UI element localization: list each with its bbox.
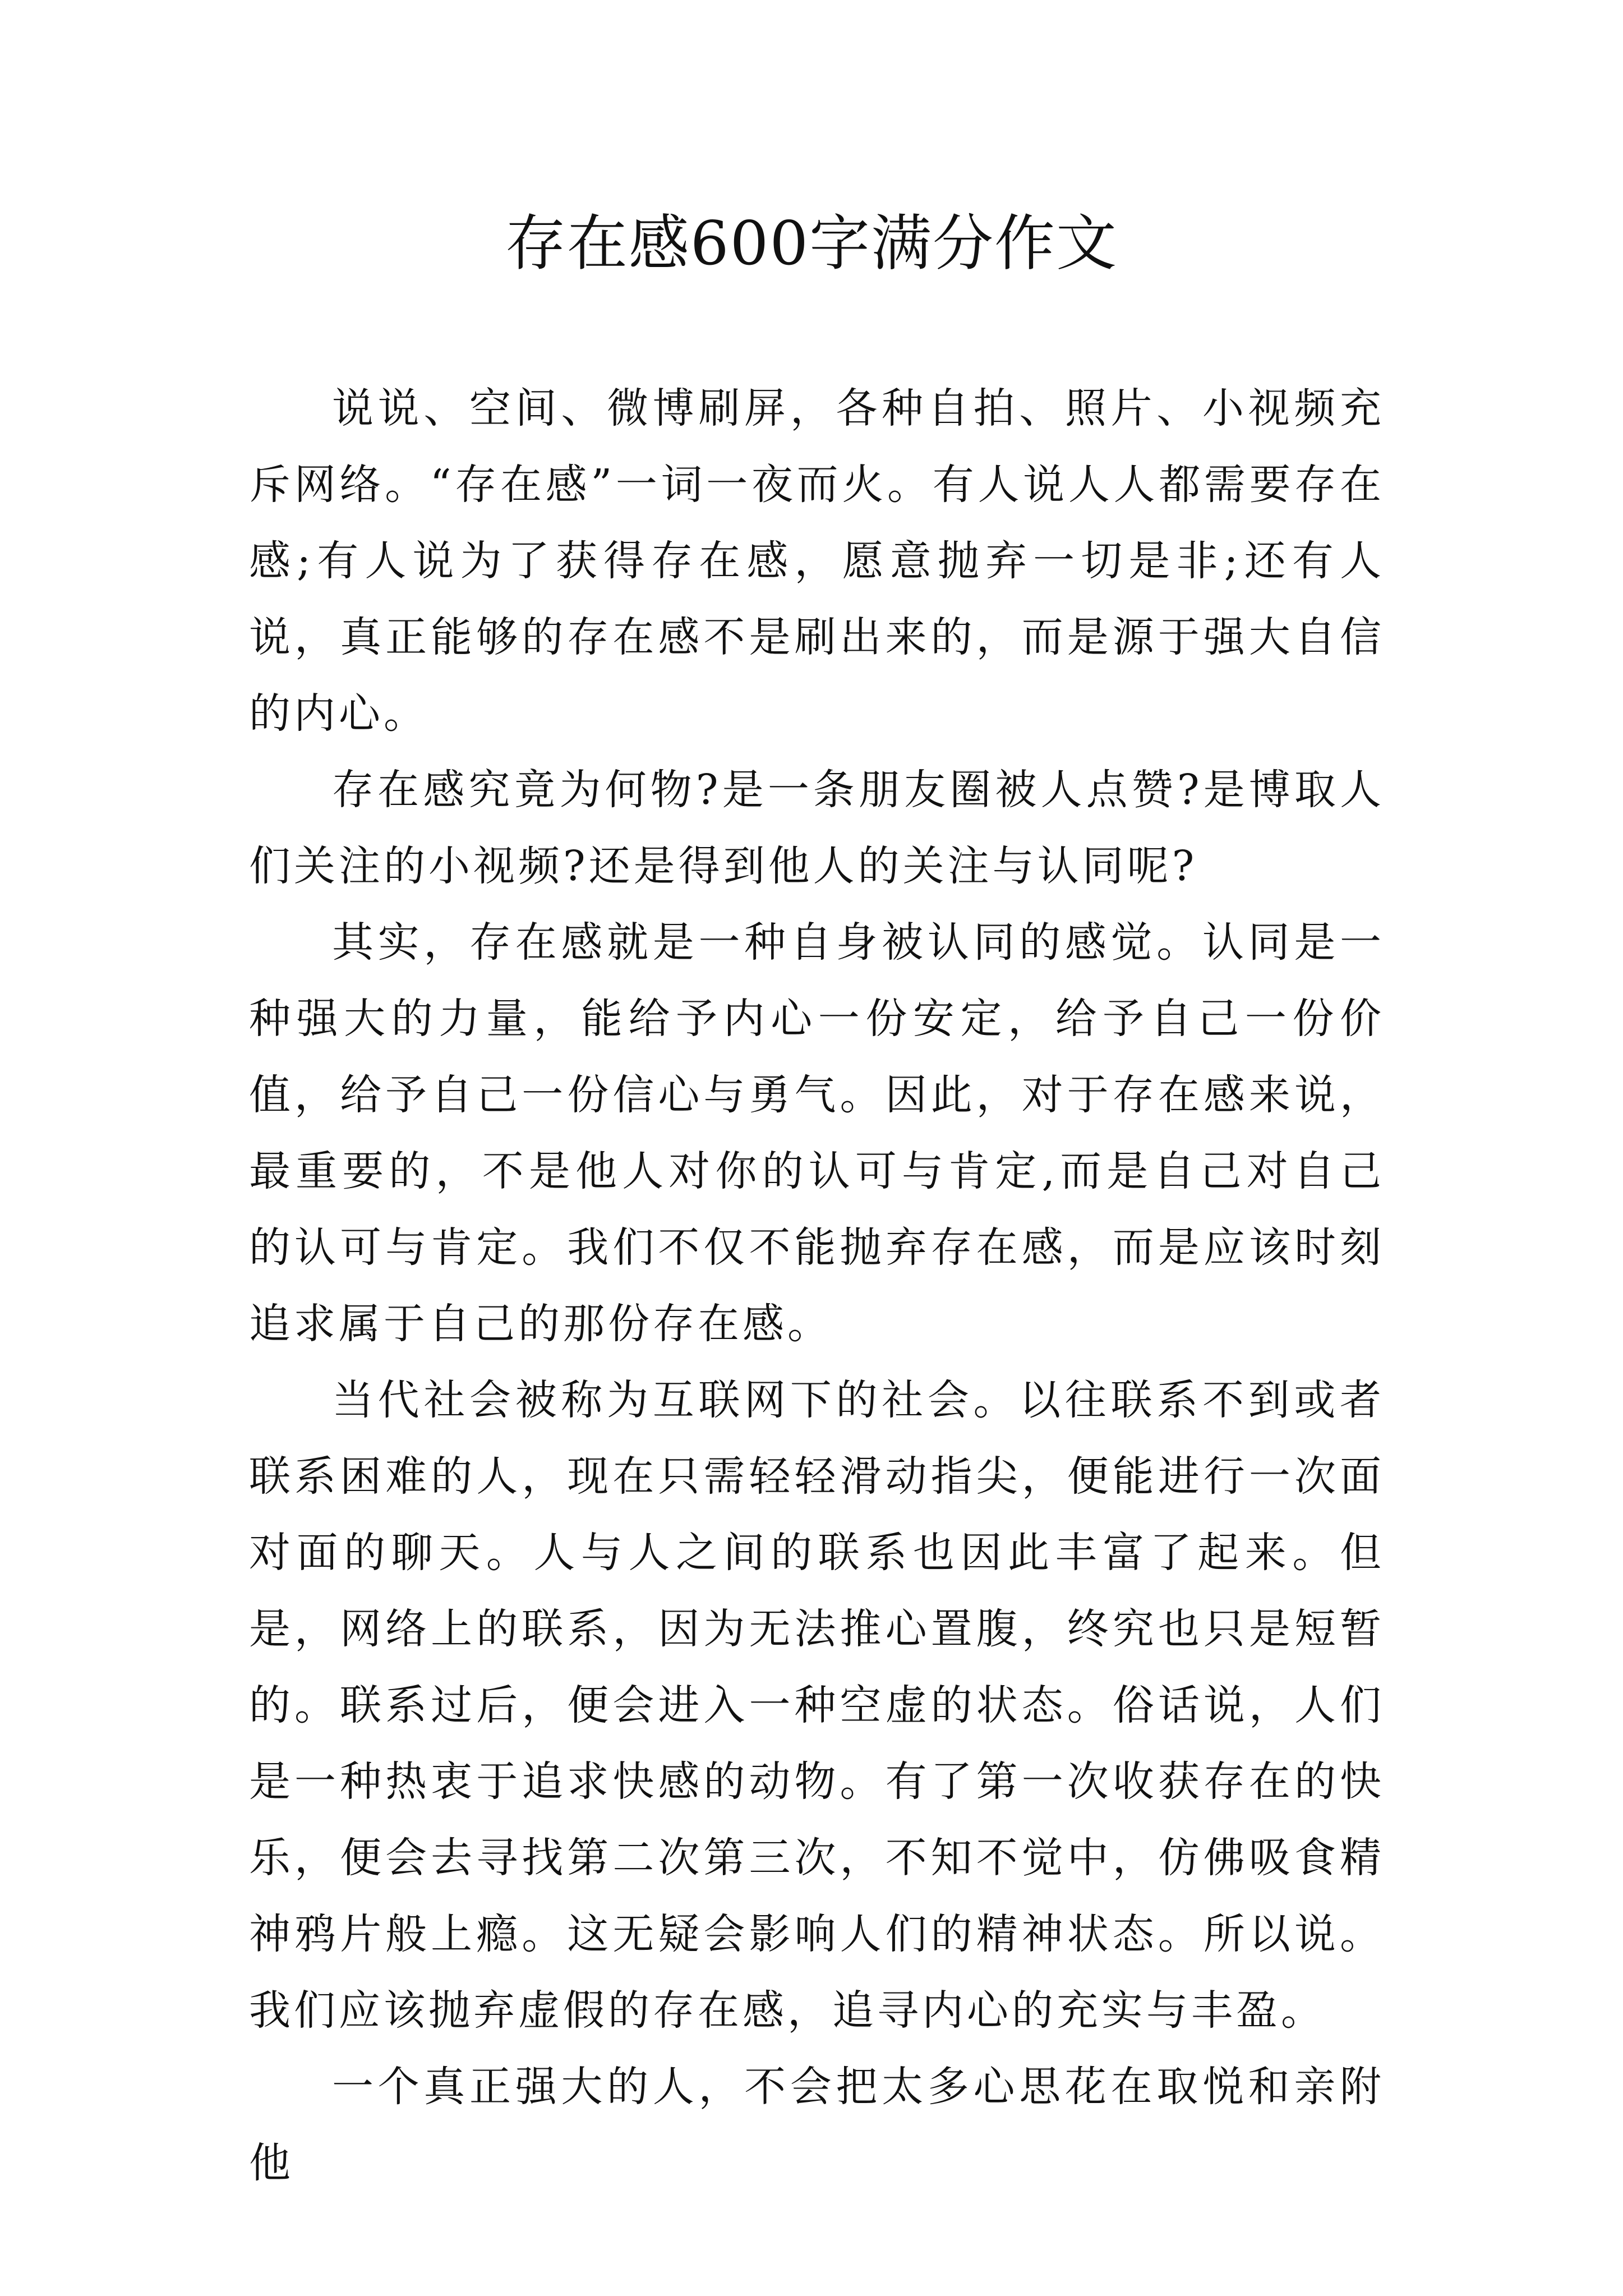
paragraph-3: 其实，存在感就是一种自身被认同的感觉。认同是一种强大的力量，能给予内心一份安定，给予自己一份价值，给予自己一份信心与勇气。因此，对于存在感来说，最重要的，不是他人对你的认可与肯定,而是自己对自己的认可与肯定。我们不仅不能抛弃存在感，而是应该时刻追求属于自己的那份存在感。	[249, 918, 1385, 1348]
paragraph-1: 说说、空间、微博刷屏，各种自拍、照片、小视频充斥网络。“存在感”一词一夜而火。有人说人人都需要存在感;有人说为了获得存在感，愿意抛弃一切是非;还有人说，真正能够的存在感不是刷出来的，而是源于强大自信的内心。	[249, 384, 1385, 738]
paragraph-4: 当代社会被称为互联网下的社会。以往联系不到或者联系困难的人，现在只需轻轻滑动指尖，便能进行一次面对面的聊天。人与人之间的联系也因此丰富了起来。但是，网络上的联系，因为无法推心置腹，终究也只是短暂的。联系过后，便会进入一种空虚的状态。俗话说，人们是一种热衷于追求快感的动物。有了第一次收获存在的快乐，便会去寻找第二次第三次，不知不觉中，仿佛吸食精神鸦片般上瘾。这无疑会影响人们的精神状态。所以说。我们应该抛弃虚假的存在感，追寻内心的充实与丰盈。	[249, 1376, 1385, 2035]
paragraph-5: 一个真正强大的人，不会把太多心思花在取悦和亲附他	[249, 2063, 1385, 2187]
document-title: 存在感600字满分作文	[505, 209, 1118, 279]
paragraph-2: 存在感究竟为何物?是一条朋友圈被人点赞?是博取人们关注的小视频?还是得到他人的关注与认同呢?	[249, 766, 1385, 890]
document-body	[249, 370, 1385, 2201]
